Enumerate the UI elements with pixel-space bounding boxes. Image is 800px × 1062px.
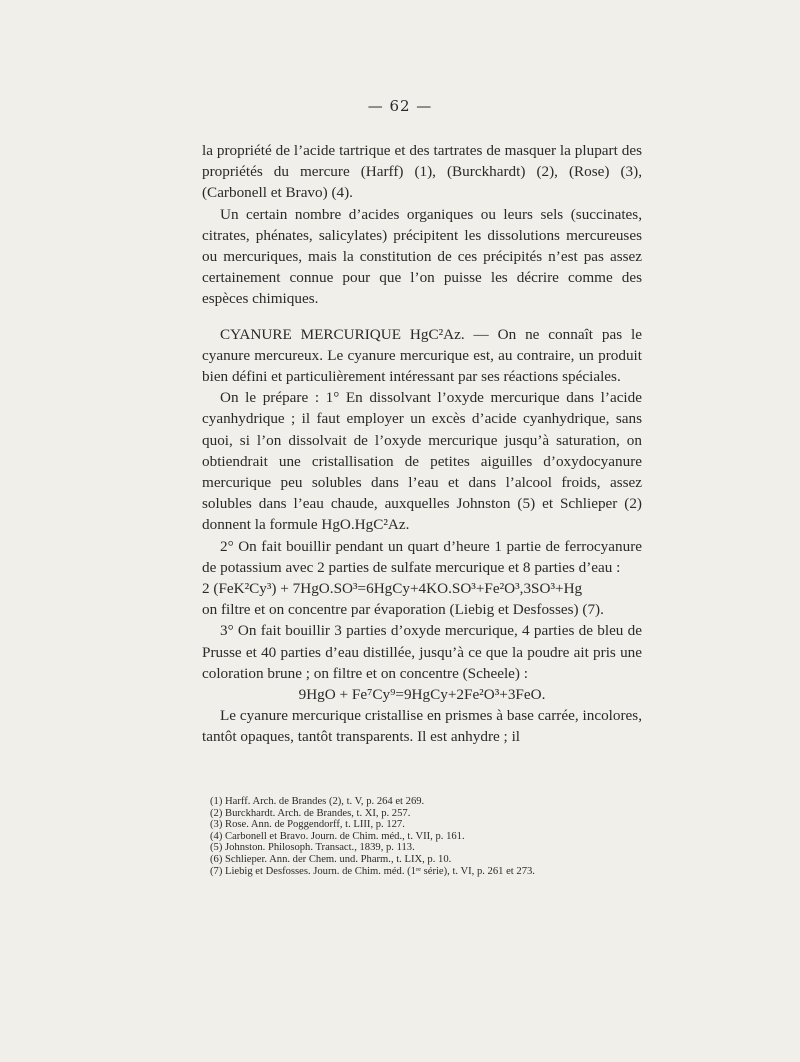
footnote: (3) Rose. Ann. de Poggendorff, t. LIII, p. 127. (210, 819, 405, 831)
main-text (202, 140, 642, 748)
footnote: (6) Schlieper. Ann. der Chem. und. Pharm., t. LIX, p. 10. (210, 853, 452, 865)
footnote: (2) Burckhardt. Arch. de Brandes, t. XI, p. 257. (210, 807, 411, 819)
paragraph: 2° On fait bouillir pendant un quart d’heure 1 partie de ferrocyanure de potassium avec 2 parties de sulfate mercurique et 8 parties d’eau : (202, 537, 642, 576)
page-number: — 62 — (367, 97, 433, 115)
paragraph: On le prépare : 1° En dissolvant l’oxyde mercurique dans l’acide cyanhydrique ; il faut employer un excès d’acide cyanhydrique, sans quoi, si l’on dissolvait de l’oxyde mercurique jusqu’à saturation, on obtiendrait une cristallisation de petites aiguilles d’oxydocyanure mercurique peu solubles dans l’eau et dans l’alcool froids, assez solubles dans l’eau chaude, auxquelles Johnston (5) et Schlieper (2) donnent la formule HgO.HgC²Az. (202, 389, 642, 534)
paragraph: la propriété de l’acide tartrique et des tartrates de masquer la plupart des propriétés du mercure (Harff) (1), (Burckhardt) (2), (Rose) (3), (Carbonell et Bravo) (4). (202, 142, 642, 202)
paragraph: on filtre et on concentre par évaporation (Liebig et Desfosses) (7). (202, 601, 604, 619)
footnote: (5) Johnston. Philosoph. Transact., 1839, p. 113. (210, 842, 415, 854)
footnote: (1) Harff. Arch. de Brandes (2), t. V, p. 264 et 269. (210, 796, 425, 807)
footnotes (210, 796, 640, 877)
footnote: (7) Liebig et Desfosses. Journ. de Chim. méd. (1ʳᵉ série), t. VI, p. 261 et 273. (210, 865, 535, 877)
footnote: (4) Carbonell et Bravo. Journ. de Chim. méd., t. VII, p. 161. (210, 830, 465, 842)
section-heading-paragraph: CYANURE MERCURIQUE HgC²Az. — On ne connaît pas le cyanure mercureux. Le cyanure mercurique est, au contraire, un produit bien défini et particulièrement intéressant par ses réactions spéciales. (202, 325, 642, 386)
chemical-equation: 9HgO + Fe⁷Cy⁹=9HgCy+2Fe²O³+3FeO. (298, 686, 546, 704)
chemical-equation: 2 (FeK²Cy³) + 7HgO.SO³=6HgCy+4KO.SO³+Fe²O³,3SO³+Hg (202, 580, 583, 598)
paragraph: 3° On fait bouillir 3 parties d’oxyde mercurique, 4 parties de bleu de Prusse et 40 parties d’eau distillée, jusqu’à ce que la poudre ait pris une coloration brune ; on filtre et on concentre (Scheele) : (202, 622, 642, 682)
paragraph: Un certain nombre d’acides organiques ou leurs sels (succinates, citrates, phénates, salicylates) précipitent les dissolutions mercureuses ou mercuriques, mais la constitution de ces précipités n’est pas assez certainement connue pour que l’on puisse les décrire comme des espèces chimiques. (202, 205, 642, 308)
paragraph: Le cyanure mercurique cristallise en prismes à base carrée, incolores, tantôt opaques, tantôt transparents. Il est anhydre ; il (202, 707, 642, 746)
